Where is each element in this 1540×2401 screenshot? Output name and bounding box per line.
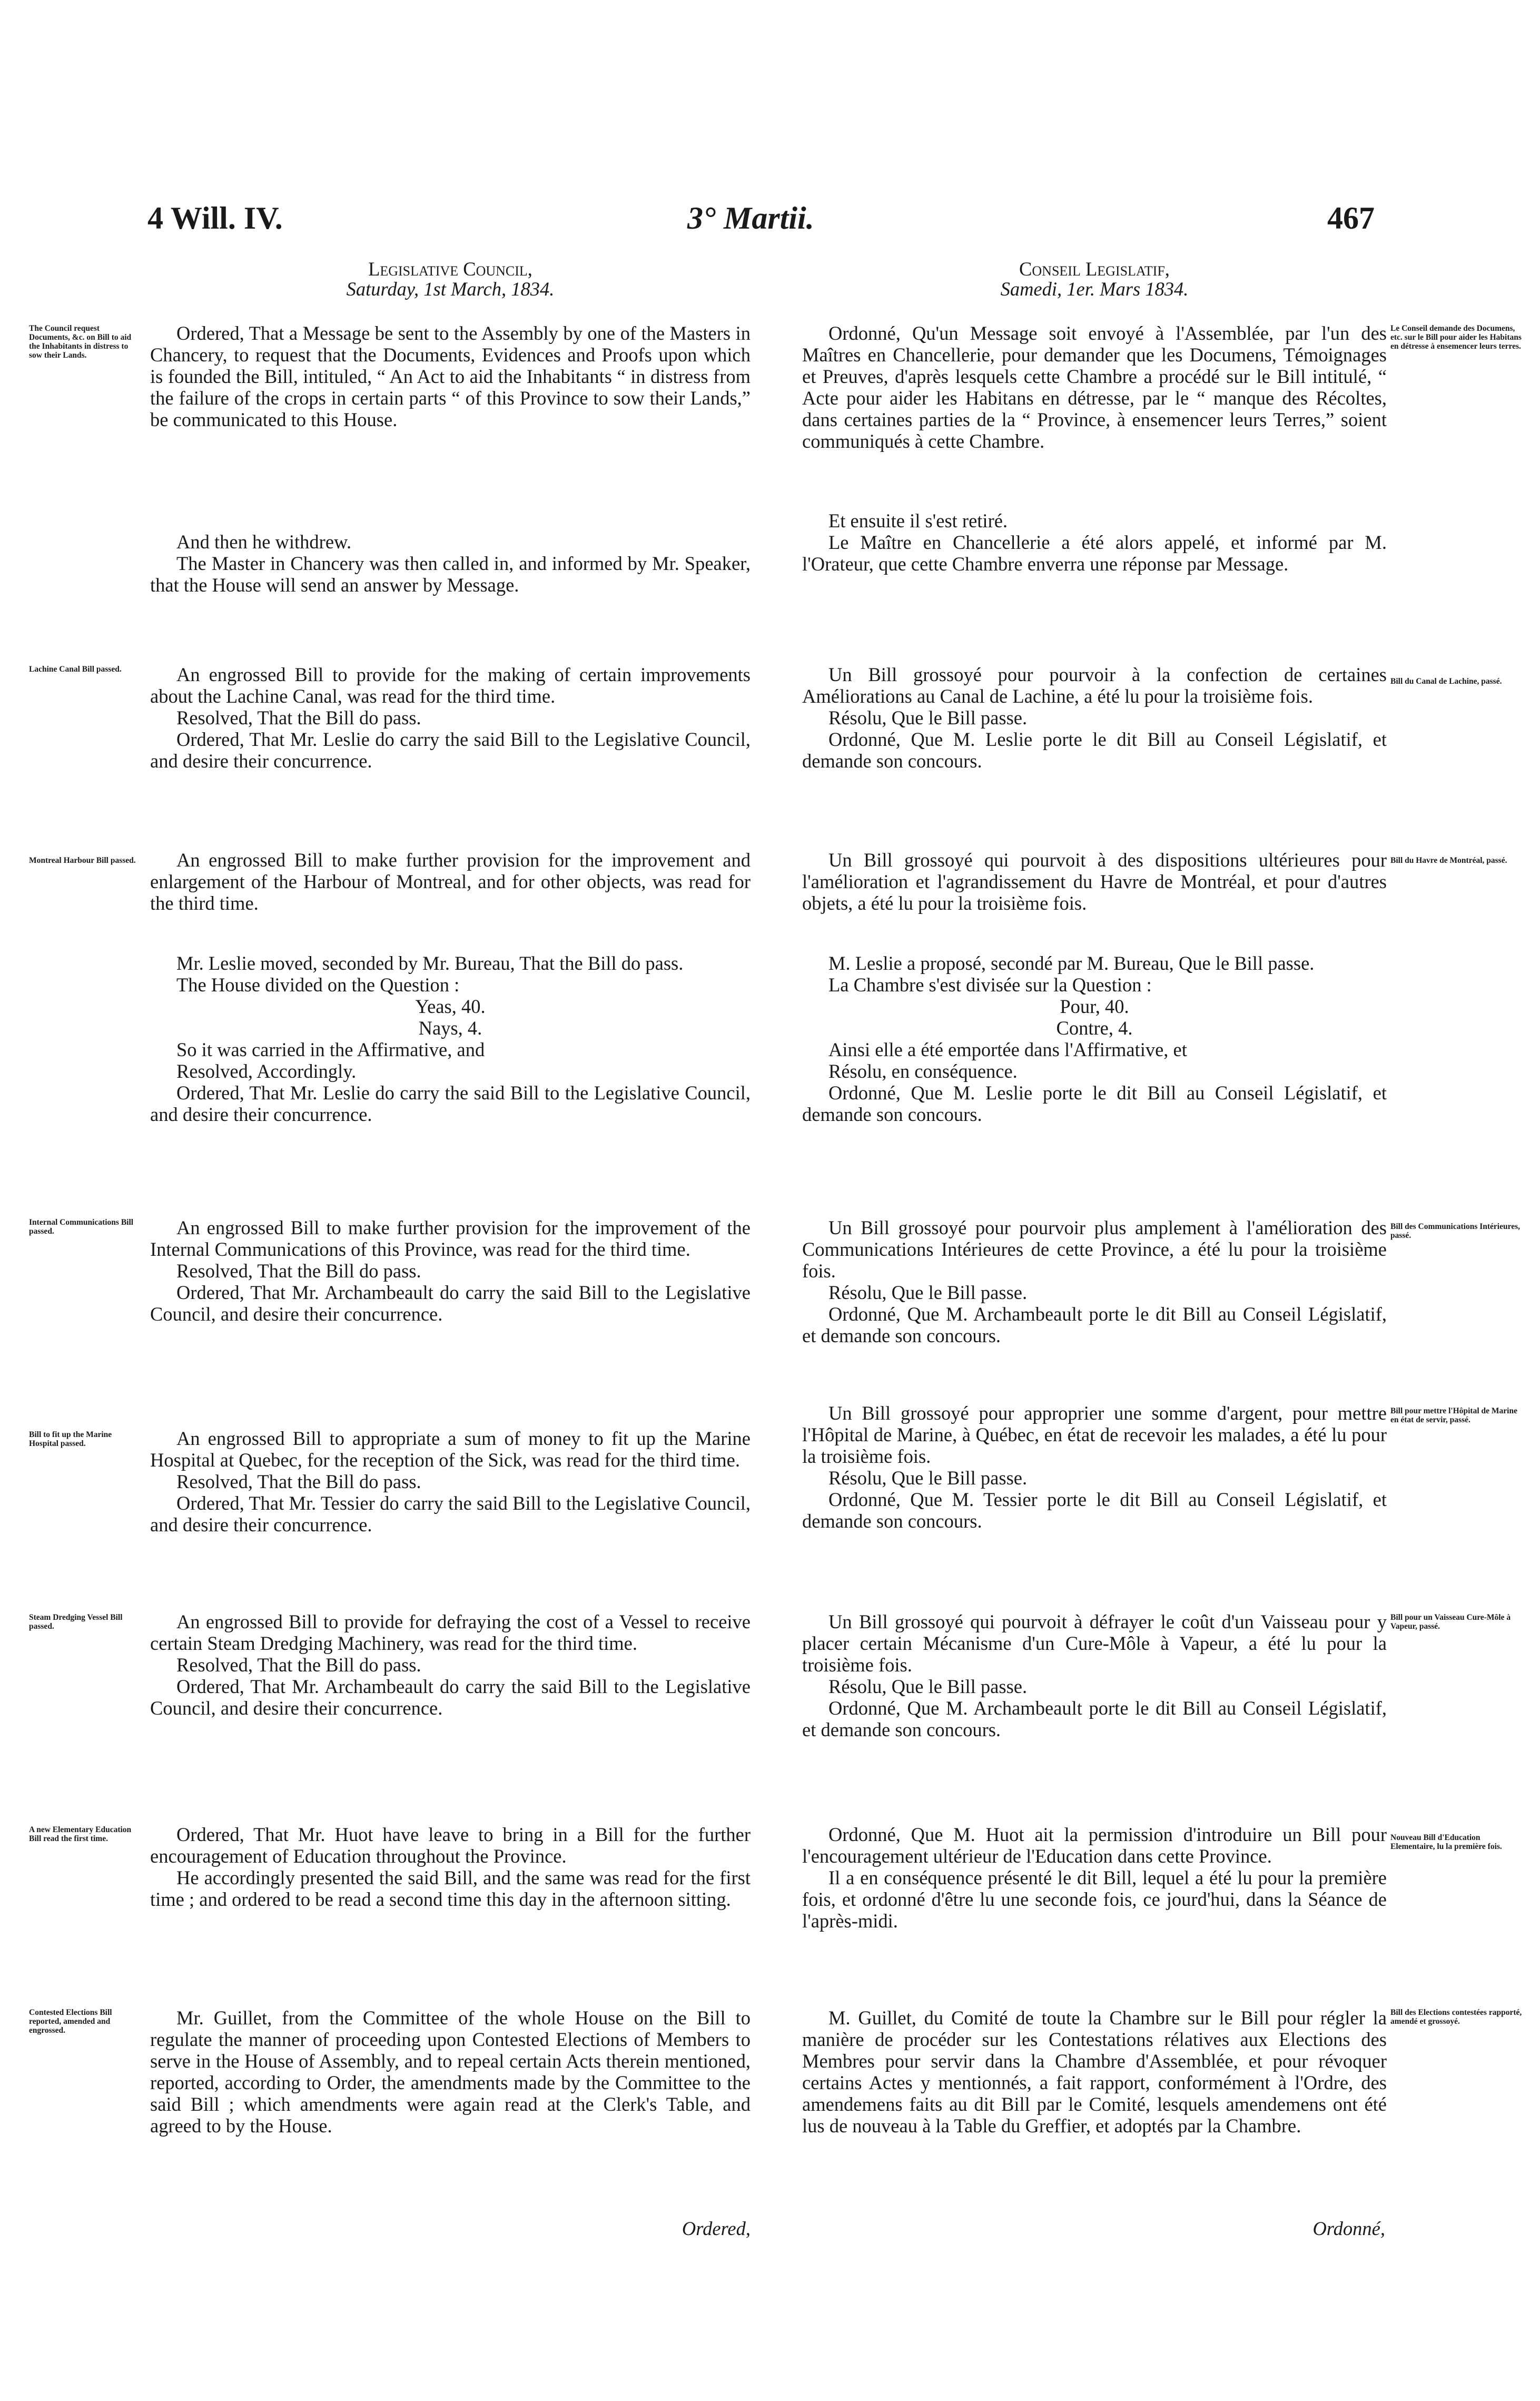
margin-note-en-elections: Contested Elections Bill reported, amended and engrossed. bbox=[29, 2008, 112, 2035]
running-head-regnal-year: 4 Will. IV. bbox=[147, 201, 283, 235]
en-para-education-bill: Ordered, That Mr. Huot have leave to bring in a Bill for the further encouragement of Education throughout the Province. He accordingly presented the said Bill, and the same was read for the first time ; and ordered to be read a second time this day in the afternoon sitting. bbox=[150, 1824, 751, 1910]
margin-note-fr-lachine: Bill du Canal de Lachine, passé. bbox=[1390, 677, 1502, 686]
fr-para-internal-communications: Un Bill grossoyé pour pourvoir plus amplement à l'amélioration des Communications Intérieures de cette Province, a été lu pour la troisième fois. Résolu, Que le Bill passe. Ordonné, Que M. Archambeault porte le dit Bill au Conseil Législatif, et demande son concours. bbox=[802, 1217, 1387, 1346]
margin-note-fr-harbour: Bill du Havre de Montréal, passé. bbox=[1390, 856, 1507, 865]
en-para-marine-hospital: An engrossed Bill to appropriate a sum of money to fit up the Marine Hospital at Quebec, for the reception of the Sick, was read for the third time. Resolved, That the Bill do pass. Ordered, That Mr. Tessier do carry the said Bill to the Legislative Council, and desire their concurrence. bbox=[150, 1428, 751, 1536]
fr-para-montreal-harbour: Un Bill grossoyé qui pourvoit à des dispositions ultérieures pour l'amélioration et l'agrandissement du Havre de Montréal, et pour d'autres objets, a été lu pour la troisième fois. bbox=[802, 849, 1387, 914]
running-head-date: 3° Martii. bbox=[687, 201, 814, 235]
fr-catchword: Ordonné, bbox=[1312, 2218, 1385, 2239]
margin-note-fr-communications: Bill des Communications Intérieures, passé. bbox=[1390, 1222, 1520, 1240]
en-catchword: Ordered, bbox=[682, 2218, 751, 2239]
margin-note-en-communications: Internal Communications Bill passed. bbox=[29, 1218, 134, 1236]
fr-date: Samedi, 1er. Mars 1834. bbox=[1000, 278, 1189, 300]
fr-para-education-bill: Ordonné, Que M. Huot ait la permission d'introduire un Bill pour l'encouragement ultérieur de l'Education dans cette Province. Il a en conséquence présenté le dit Bill, lequel a été lu pour la première fois, et ordonné d'être lu une seconde fois, ce jourd'hui, dans la Séance de l'après-midi. bbox=[802, 1824, 1387, 1932]
en-para-division: Mr. Leslie moved, seconded by Mr. Bureau, That the Bill do pass. The House divided on the Question : Yeas, 40. Nays, 4. So it was carried in the Affirmative, and Resolved, Accordingly. Ordered, That Mr. Leslie do carry the said Bill to the Legislative Council, and desire their concurrence. bbox=[150, 952, 751, 1125]
en-heading: Legislative Council, bbox=[368, 258, 532, 280]
en-para-contested-elections: Mr. Guillet, from the Committee of the whole House on the Bill to regulate the manner of proceeding upon Contested Elections of Members to serve in the House of Assembly, and to repeal certain Acts therein mentioned, reported, according to Order, the amendments made by the Committee to the said Bill ; which amendments were again read at the Clerk's Table, and agreed to by the House. bbox=[150, 2007, 751, 2137]
en-date: Saturday, 1st March, 1834. bbox=[346, 278, 555, 300]
fr-nays: Contre, 4. bbox=[1056, 1017, 1133, 1039]
margin-note-en-lachine: Lachine Canal Bill passed. bbox=[29, 665, 122, 674]
fr-para-lachine-canal: Un Bill grossoyé pour pourvoir à la confection de certaines Améliorations au Canal de Lachine, a été lu pour la troisième fois. Résolu, Que le Bill passe. Ordonné, Que M. Leslie porte le dit Bill au Conseil Législatif, et demande son concours. bbox=[802, 664, 1387, 772]
en-para-lachine-canal: An engrossed Bill to provide for the making of certain improvements about the Lachine Canal, was read for the third time. Resolved, That the Bill do pass. Ordered, That Mr. Leslie do carry the said Bill to the Legislative Council, and desire their concurrence. bbox=[150, 664, 751, 772]
margin-note-fr-hospital: Bill pour mettre l'Hôpital de Marine en état de servir, passé. bbox=[1390, 1406, 1517, 1424]
margin-note-fr-education: Nouveau Bill d'Education Elementaire, lu la première fois. bbox=[1390, 1833, 1502, 1851]
fr-para-master-withdrew: Et ensuite il s'est retiré. Le Maître en Chancellerie a été alors appelé, et informé par M. l'Orateur, que cette Chambre enverra une réponse par Message. bbox=[802, 510, 1387, 575]
margin-note-fr-elections: Bill des Elections contestées rapporté, amendé et grossoyé. bbox=[1390, 2008, 1522, 2026]
en-para-dredging-vessel: An engrossed Bill to provide for defraying the cost of a Vessel to receive certain Steam Dredging Machinery, was read for the third time. Resolved, That the Bill do pass. Ordered, That Mr. Archambeault do carry the said Bill to the Legislative Council, and desire their concurrence. bbox=[150, 1611, 751, 1719]
margin-note-en-education: A new Elementary Education Bill read the first time. bbox=[29, 1825, 132, 1843]
margin-note-en-hospital: Bill to fit up the Marine Hospital passed. bbox=[29, 1430, 112, 1448]
fr-para-division: M. Leslie a proposé, secondé par M. Bureau, Que le Bill passe. La Chambre s'est divisée sur la Question : Pour, 40. Contre, 4. Ainsi elle a été emportée dans l'Affirmative, et Résolu, en conséquence. Ordonné, Que M. Leslie porte le dit Bill au Conseil Législatif, et demande son concours. bbox=[802, 952, 1387, 1125]
en-nays: Nays, 4. bbox=[418, 1017, 482, 1039]
en-para-montreal-harbour: An engrossed Bill to make further provision for the improvement and enlargement of the Harbour of Montreal, and for other objects, was read for the third time. bbox=[150, 849, 751, 914]
fr-para-marine-hospital: Un Bill grossoyé pour approprier une somme d'argent, pour mettre l'Hôpital de Marine, à Québec, en état de recevoir les malades, a été lu pour la troisième fois. Résolu, Que le Bill passe. Ordonné, Que M. Tessier porte le dit Bill au Conseil Législatif, et demande son concours. bbox=[802, 1402, 1387, 1532]
en-para-internal-communications: An engrossed Bill to make further provision for the improvement of the Internal Communications of this Province, was read for the third time. Resolved, That the Bill do pass. Ordered, That Mr. Archambeault do carry the said Bill to the Legislative Council, and desire their concurrence. bbox=[150, 1217, 751, 1325]
fr-heading: Conseil Legislatif, bbox=[1019, 258, 1170, 280]
fr-yeas: Pour, 40. bbox=[1060, 996, 1129, 1017]
en-para-master-withdrew: And then he withdrew. The Master in Chancery was then called in, and informed by Mr. Speaker, that the House will send an answer by Message. bbox=[150, 531, 751, 596]
margin-note-en-dredging: Steam Dredging Vessel Bill passed. bbox=[29, 1613, 123, 1631]
en-para-documents-request: Ordered, That a Message be sent to the Assembly by one of the Masters in Chancery, to request that the Documents, Evidences and Proofs upon which is founded the Bill, intituled, “ An Act to aid the Inhabitants “ in distress from the failure of the crops in certain parts “ of this Province to sow their Lands,” be communicated to this House. bbox=[150, 322, 751, 430]
margin-note-fr-documents: Le Conseil demande des Documens, etc. sur le Bill pour aider les Habitans en détresse à ensemencer leurs terres. bbox=[1390, 324, 1522, 351]
page-number: 467 bbox=[1327, 201, 1375, 235]
margin-note-fr-dredging: Bill pour un Vaisseau Cure-Môle à Vapeur, passé. bbox=[1390, 1613, 1511, 1631]
fr-para-dredging-vessel: Un Bill grossoyé qui pourvoit à défrayer le coût d'un Vaisseau pour y placer certain Mécanisme d'un Cure-Môle à Vapeur, a été lu pour la troisième fois. Résolu, Que le Bill passe. Ordonné, Que M. Archambeault porte le dit Bill au Conseil Législatif, et demande son concours. bbox=[802, 1611, 1387, 1740]
fr-para-documents-request: Ordonné, Qu'un Message soit envoyé à l'Assemblée, par l'un des Maîtres en Chancellerie, pour demander que les Documens, Témoignages et Preuves, d'après lesquels cette Chambre a procédé sur le Bill intitulé, “ Acte pour aider les Habitans en détresse, par le “ manque des Récoltes, dans certaines parties de la “ Province, à ensemencer leurs Terres,” soient communiqués à cette Chambre. bbox=[802, 322, 1387, 452]
margin-note-en-harbour: Montreal Harbour Bill passed. bbox=[29, 856, 136, 865]
margin-note-en-documents: The Council request Documents, &c. on Bill to aid the Inhabitants in distress to sow their Lands. bbox=[29, 324, 132, 360]
en-yeas: Yeas, 40. bbox=[415, 996, 486, 1017]
fr-para-contested-elections: M. Guillet, du Comité de toute la Chambre sur le Bill pour régler la manière de procéder sur les Contestations rélatives aux Elections des Membres pour servir dans la Chambre d'Assemblée, et pour révoquer certains Actes y mentionnés, a fait rapport, conformément à l'Ordre, des amendemens faits au dit Bill par le Comité, lesquels amendemens ont été lus de nouveau à la Table du Greffier, et adoptés par la Chambre. bbox=[802, 2007, 1387, 2137]
